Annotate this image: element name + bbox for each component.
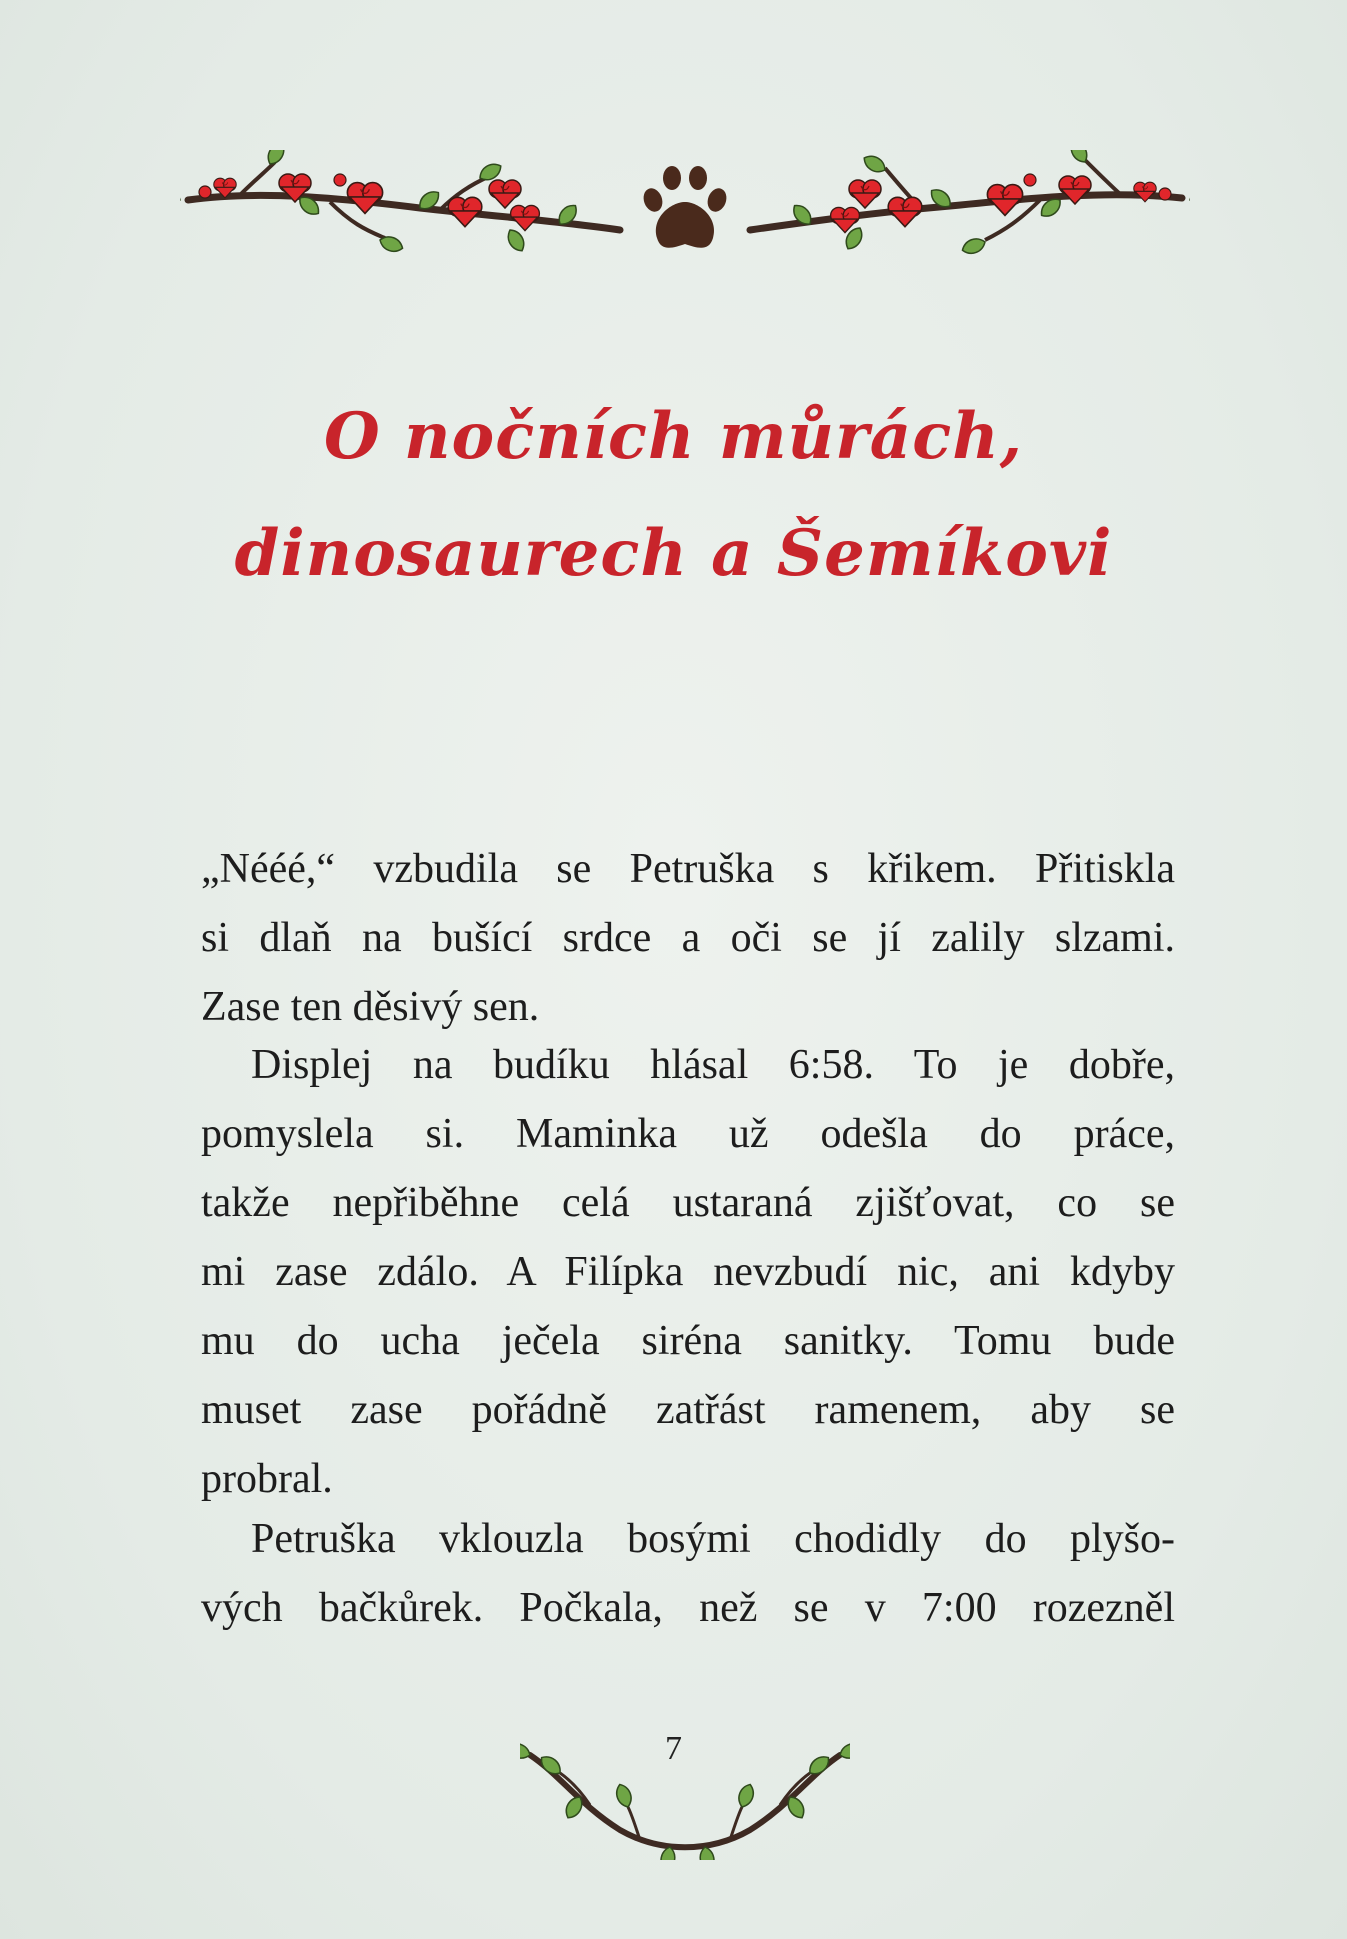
chapter-title-line-1: O nočních můrách,: [323, 399, 1024, 474]
text-line: vých bačkůrek. Počkala, než se v 7:00 rozezněl: [201, 1585, 1175, 1631]
flower-branch-left-icon: [180, 150, 620, 255]
text-line: Displej na budíku hlásal 6:58. To je dobře,: [251, 1042, 1175, 1088]
page-number: 7: [665, 1730, 682, 1767]
text-line: mu do ucha ječela siréna sanitky. Tomu bude: [201, 1318, 1175, 1364]
text-line: „Nééé,“ vzbudila se Petruška s křikem. Přitiskla: [201, 846, 1175, 892]
text-line: probral.: [201, 1456, 333, 1502]
text-line: mi zase zdálo. A Filípka nevzbudí nic, ani kdyby: [201, 1249, 1175, 1295]
paragraph-3: [201, 1505, 1175, 1643]
text-line: si dlaň na bušící srdce a oči se jí zalily slzami.: [201, 915, 1175, 961]
leaf-branch-icon: [520, 1735, 850, 1860]
paragraph-2: [201, 1031, 1175, 1514]
text-line: pomyslela si. Maminka už odešla do práce,: [201, 1111, 1175, 1157]
top-ornament: [180, 150, 1190, 270]
paw-print-icon: [640, 166, 729, 248]
text-line: takže nepřiběhne celá ustaraná zjišťovat, co se: [201, 1180, 1175, 1226]
chapter-title-line-2: dinosaurech a Šemíkovi: [234, 516, 1113, 591]
text-line: Zase ten děsivý sen.: [201, 984, 540, 1030]
text-line: muset zase pořádně zatřást ramenem, aby se: [201, 1387, 1175, 1433]
paragraph-1: [201, 835, 1175, 1042]
text-line: Petruška vklouzla bosými chodidly do plyšo-: [251, 1516, 1175, 1562]
flower-branch-right-icon: [750, 150, 1190, 257]
